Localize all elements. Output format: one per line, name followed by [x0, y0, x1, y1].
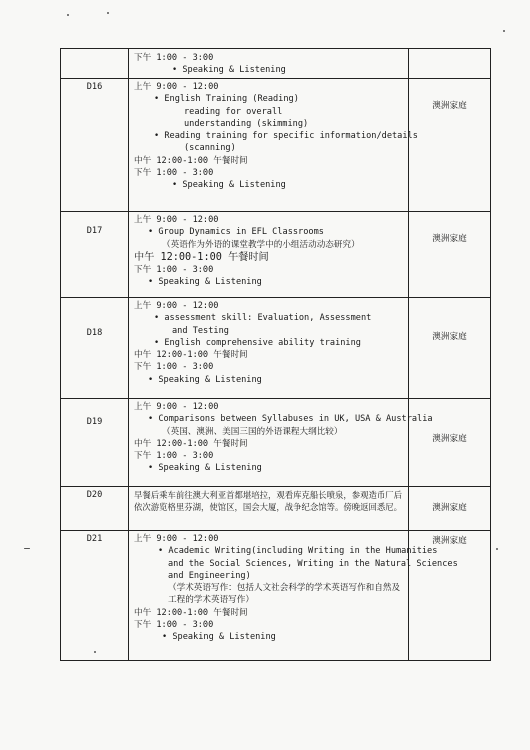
activity-cell — [129, 298, 409, 399]
activity-bullet: • English comprehensive ability training — [154, 337, 361, 348]
activity-cell — [129, 399, 433, 487]
day-label: D19 — [86, 417, 103, 427]
activity-bullet: • Speaking & Listening — [162, 632, 276, 643]
activity-cell — [129, 79, 418, 212]
place-cell — [409, 298, 491, 399]
activity-bullet: • Group Dynamics in EFL Classrooms — [148, 227, 324, 238]
place-cell — [409, 212, 491, 298]
day-cell — [61, 298, 129, 399]
activity-bullet: • Reading training for specific information/details — [154, 131, 418, 142]
schedule-row — [61, 531, 491, 661]
day-cell — [61, 49, 129, 79]
morning-time: 上午 9:00 - 12:00 — [134, 534, 219, 544]
activity-bullet: • Speaking & Listening — [148, 277, 262, 288]
afternoon-time: 下午 1:00 - 3:00 — [134, 620, 214, 631]
activity-bullet: • Academic Writing(including Writing in the Humanities — [158, 546, 438, 557]
afternoon-time: 下午 1:00 - 3:00 — [134, 362, 214, 373]
afternoon-time: 下午 1:00 - 3:00 — [134, 451, 214, 462]
activity-bullet: • English Training (Reading) — [154, 94, 299, 105]
place-label: 澳洲家庭 — [432, 434, 467, 444]
schedule-row — [61, 79, 491, 212]
day-cell — [61, 212, 129, 298]
excursion-description: 早餐后乘车前往澳大利亚首都堪培拉，观看库克船长喷泉，参观造币厂后依次游览格里芬湖，使馆区，国会大厦，战争纪念馆等。傍晚返回悉尼。 — [134, 490, 402, 513]
day-label — [61, 49, 128, 52]
scan-speck — [503, 30, 505, 32]
morning-time: 上午 9:00 - 12:00 — [134, 301, 219, 311]
day-cell — [61, 399, 129, 487]
place-label: 澳洲家庭 — [432, 536, 467, 546]
place-label: 澳洲家庭 — [432, 101, 467, 111]
morning-time: 上午 9:00 - 12:00 — [134, 402, 219, 412]
activity-text: and Testing — [172, 325, 229, 336]
scan-speck — [107, 12, 109, 14]
lunch-time: 中午 12:00-1:00 午餐时间 — [134, 155, 248, 166]
place-label: 澳洲家庭 — [432, 332, 467, 342]
activity-text-cn: （英语作为外语的课堂教学中的小组活动动态研究） — [162, 239, 360, 250]
lunch-time: 中午 12:00-1:00 午餐时间 — [134, 438, 248, 449]
scan-speck — [496, 548, 498, 550]
afternoon-time: 下午 1:00 - 3:00 — [134, 264, 214, 275]
day-cell — [61, 531, 129, 661]
activity-text: and the Social Sciences, Writing in the Natural Sciences — [168, 558, 458, 569]
place-cell — [409, 487, 491, 531]
schedule-row — [61, 212, 491, 298]
afternoon-time: 下午 1:00 - 3:00 — [134, 168, 214, 179]
activity-cell — [129, 212, 409, 298]
activity-bullet: • Comparisons between Syllabuses in UK, USA & Australia — [148, 414, 433, 425]
place-cell — [409, 399, 491, 487]
day-label: D20 — [86, 490, 103, 500]
activity-bullet: • Speaking & Listening — [148, 374, 262, 385]
schedule-table — [60, 48, 491, 661]
day-label: D21 — [86, 534, 103, 544]
place-cell — [409, 49, 491, 79]
schedule-row — [61, 487, 491, 531]
activity-text-cn: （英国、澳洲、美国三国的外语课程大纲比较） — [162, 426, 343, 437]
day-cell — [61, 79, 129, 212]
day-label: D16 — [86, 82, 103, 92]
day-label: D17 — [86, 226, 103, 236]
place-cell — [409, 79, 491, 212]
day-cell — [61, 487, 129, 531]
schedule-row — [61, 298, 491, 399]
morning-time: 上午 9:00 - 12:00 — [134, 215, 219, 225]
activity-bullet: • Speaking & Listening — [172, 65, 286, 76]
activity-bullet: • Speaking & Listening — [172, 180, 286, 191]
schedule-row — [61, 49, 491, 79]
lunch-time: 中午 12:00-1:00 午餐时间 — [134, 607, 248, 618]
schedule-row — [61, 399, 491, 487]
afternoon-time: 下午 1:00 - 3:00 — [134, 53, 214, 63]
activity-text: and Engineering) — [168, 570, 251, 581]
activity-text: understanding (skimming) — [184, 118, 309, 129]
activity-bullet: • assessment skill: Evaluation, Assessment — [154, 313, 372, 324]
activity-text: (scanning) — [184, 143, 236, 154]
lunch-time: 中午 12:00-1:00 午餐时间 — [134, 251, 269, 263]
scan-speck — [24, 548, 30, 549]
scan-speck — [67, 14, 69, 16]
morning-time: 上午 9:00 - 12:00 — [134, 82, 219, 92]
activity-cell — [129, 487, 409, 531]
activity-cell — [129, 49, 409, 79]
activity-text: reading for overall — [184, 106, 283, 117]
activity-bullet: • Speaking & Listening — [148, 463, 262, 474]
place-label: 澳洲家庭 — [432, 503, 467, 513]
place-label — [409, 49, 490, 69]
lunch-time: 中午 12:00-1:00 午餐时间 — [134, 350, 248, 361]
activity-text-cn: （学术英语写作：包括人文社会科学的学术英语写作和自然及工程的学术英语写作） — [168, 583, 401, 606]
place-label: 澳洲家庭 — [432, 234, 467, 244]
day-label: D18 — [86, 328, 103, 338]
